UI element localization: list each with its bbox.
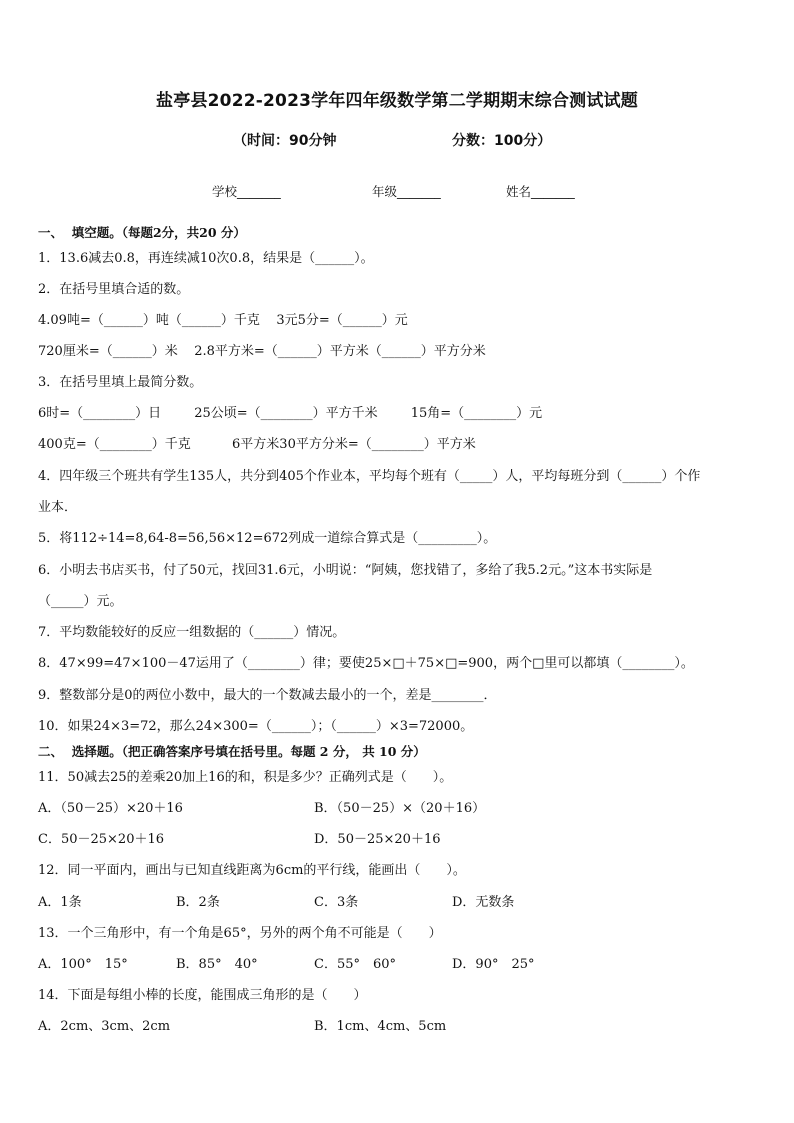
question-line: 4.09吨=（______）吨（______）千克 3元5分=（______）元 <box>38 313 408 328</box>
question-line: 400克=（________）千克 6平方米30平方分米=（________）平方米 <box>38 437 476 452</box>
section-header: 二、 选择题。（把正确答案序号填在括号里。每题 2 分， 共 10 分） <box>38 744 426 759</box>
option-d: D．50－25×20＋16 <box>314 832 441 847</box>
question-line: 7．平均数能较好的反应一组数据的（______）情况。 <box>38 625 346 640</box>
option-a: A．2cm、3cm、2cm <box>38 1019 171 1034</box>
option-b: B．（50－25）×（20＋16） <box>314 801 486 816</box>
name-field: 姓名_______ <box>506 184 575 199</box>
option-b: B．1cm、4cm、5cm <box>314 1019 447 1034</box>
question-13: 13．一个三角形中，有一个角是65°，另外的两个角不可能是（ ） <box>38 926 442 941</box>
question-line: 9．整数部分是0的两位小数中，最大的一个数减去最小的一个，差是________． <box>38 688 497 703</box>
exam-time: （时间：90分钟 <box>233 133 337 149</box>
option-d: D．90° 25° <box>452 957 535 972</box>
option-b: B．85° 40° <box>176 957 258 972</box>
question-line: 业本． <box>38 500 78 515</box>
question-line: 6时=（________）日 25公顷=（________）平方千米 15角=（________）元 <box>38 406 543 421</box>
exam-score: 分数：100分） <box>452 133 552 149</box>
question-line: 1．13.6减去0.8，再连续减10次0.8，结果是（______）。 <box>38 251 374 266</box>
school-field: 学校_______ <box>212 184 281 199</box>
option-c: C．3条 <box>314 895 359 910</box>
option-d: D．无数条 <box>452 895 515 910</box>
question-line: 6．小明去书店买书，付了50元，找回31.6元，小明说：“阿姨，您找错了，多给了我5.2元。”这本书实际是 <box>38 563 653 578</box>
grade-field: 年级_______ <box>372 184 441 199</box>
option-c: C．50－25×20＋16 <box>38 832 165 847</box>
question-line: 720厘米=（______）米 2.8平方米=（______）平方米（______）平方分米 <box>38 344 486 359</box>
option-a: A．1条 <box>38 895 82 910</box>
section-header: 一、 填空题。（每题2分，共20 分） <box>38 225 246 240</box>
page-title: 盐亭县2022-2023学年四年级数学第二学期期末综合测试试题 <box>156 91 638 111</box>
question-line: 4．四年级三个班共有学生135人，共分到405个作业本，平均每个班有（_____）人，平均每班分到（______）个作 <box>38 469 701 484</box>
question-line: 2．在括号里填合适的数。 <box>38 282 190 297</box>
question-11: 11．50减去25的差乘20加上16的和，积是多少？正确列式是（ ）。 <box>38 770 453 785</box>
option-a: A．100° 15° <box>38 957 128 972</box>
question-line: （_____）元。 <box>38 594 123 609</box>
question-14: 14．下面是每组小棒的长度，能围成三角形的是（ ） <box>38 988 367 1003</box>
option-c: C．55° 60° <box>314 957 397 972</box>
question-line: 8．47×99=47×100－47运用了（________）律；要使25×□＋75×□=900，两个□里可以都填（________）。 <box>38 656 694 671</box>
question-line: 10．如果24×3=72，那么24×300=（______）；（______）×3=72000。 <box>38 719 474 734</box>
option-a: A．（50－25）×20＋16 <box>38 801 183 816</box>
question-line: 3．在括号里填上最简分数。 <box>38 375 203 390</box>
question-line: 5．将112÷14=8,64-8=56,56×12=672列成一道综合算式是（_________）。 <box>38 531 497 546</box>
option-b: B．2条 <box>176 895 220 910</box>
question-12: 12．同一平面内，画出与已知直线距离为6cm的平行线，能画出（ ）。 <box>38 863 466 878</box>
